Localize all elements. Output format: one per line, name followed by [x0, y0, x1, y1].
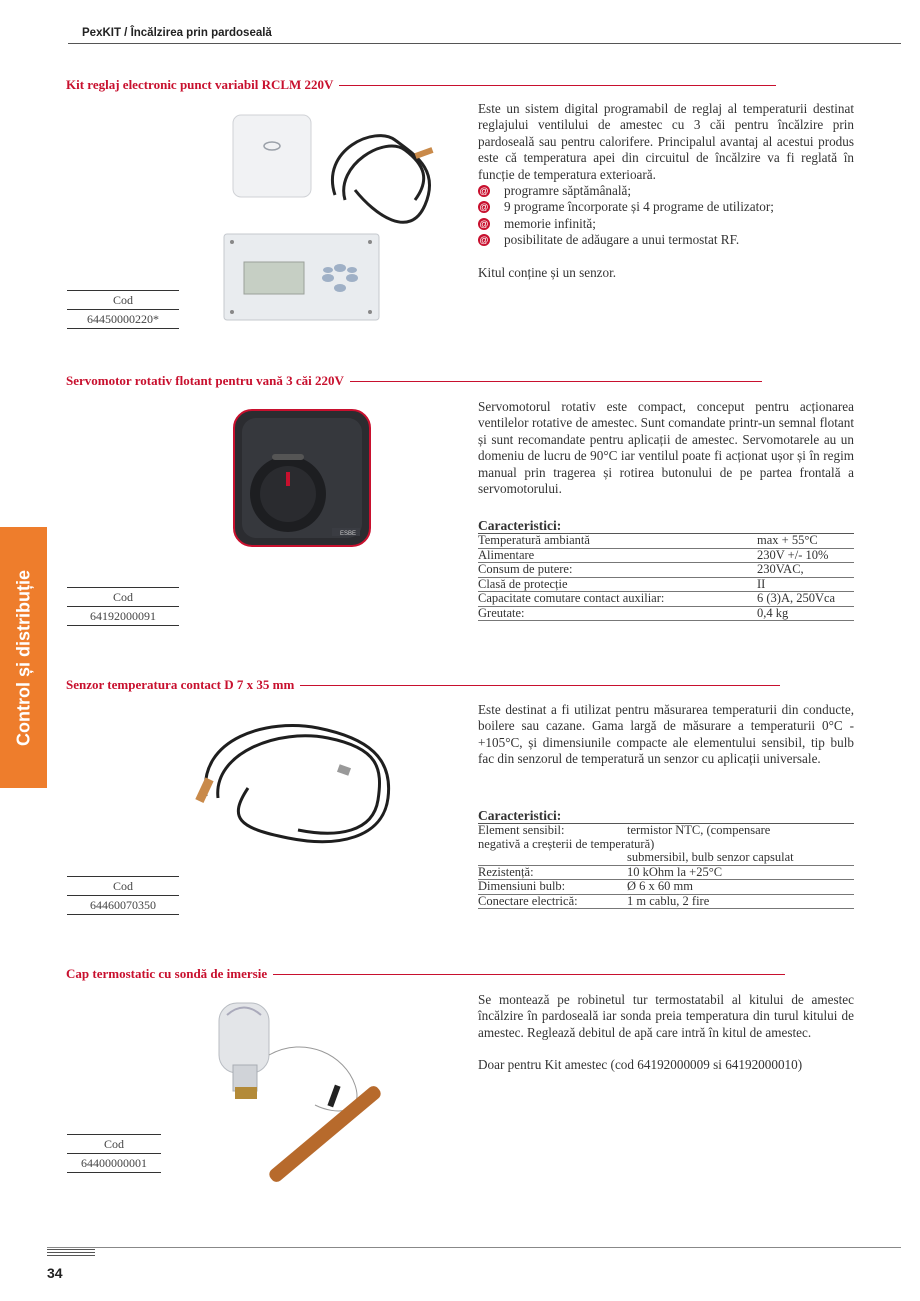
section-3-title	[66, 677, 780, 693]
servomotor-image	[228, 402, 378, 552]
section-1-note: Kitul conține și un senzor.	[478, 264, 617, 280]
section-3-rule	[300, 685, 780, 686]
specs-heading: Caracteristici:	[478, 808, 854, 824]
table-row: submersibil, bulb senzor capsulat	[478, 851, 854, 866]
section-3-description-block	[478, 702, 854, 768]
table-row: Clasă de protecție II	[478, 578, 854, 593]
section-2-description-block	[478, 399, 854, 497]
list-item: @ memorie infinită;	[479, 215, 596, 231]
code-label: Cod	[67, 587, 179, 607]
code-label: Cod	[67, 1134, 161, 1154]
section-3-code-box	[67, 876, 179, 915]
header-divider	[68, 43, 901, 44]
section-4-description-block	[478, 992, 854, 1074]
section-4-description: Se montează pe robinetul tur termostatabil al kitului de amestec încălzire în pardoseală iar sonda preia temperatura din turul kitului de amestec. Reglează debitul de apă care intră în kitul de amestec.	[478, 992, 854, 1040]
table-row: Greutate: 0,4 kg	[478, 607, 854, 622]
list-item: @ programre săptămânală;	[479, 183, 632, 199]
bullet-icon: @	[479, 218, 489, 229]
table-row: Conectare electrică: 1 m cablu, 2 fire	[478, 895, 854, 910]
thermostat-image	[225, 110, 440, 215]
table-row: Element sensibil: termistor NTC, (compensare	[478, 823, 771, 837]
table-row: Temperatură ambiantă max + 55°C	[478, 534, 854, 549]
side-tab-label: Control și distribuție	[13, 569, 33, 746]
section-4-title	[66, 966, 785, 982]
section-1-title	[66, 77, 776, 93]
section-2-title	[66, 373, 762, 389]
section-1-code-box	[67, 290, 179, 329]
product-code: 64450000220*	[67, 310, 179, 329]
section-4-code-box	[67, 1134, 161, 1173]
section-1-description-block	[478, 101, 854, 281]
section-4-title-text: Cap termostatic cu sondă de imersie	[66, 966, 268, 981]
code-label: Cod	[67, 290, 179, 310]
section-3-title-text: Senzor temperatura contact D 7 x 35 mm	[66, 677, 295, 692]
section-2-code-box	[67, 587, 179, 626]
controller-image	[222, 232, 382, 322]
table-row: negativă a creșterii de temperatură)	[478, 836, 655, 851]
thermostatic-head-image	[205, 995, 400, 1190]
product-code: 64400000001	[67, 1154, 161, 1173]
specs-heading: Caracteristici:	[478, 518, 854, 534]
product-code: 64460070350	[67, 896, 179, 915]
section-1-bullets	[478, 183, 854, 249]
section-3-description: Este destinat a fi utilizat pentru măsurarea temperaturii din conducte, boilere sau cazane. Gama largă de măsurare a temperaturii 0°C - +105°C, și dimensiunile compacte ale elementului sensibil, tip bulb fac din senzorul de temperatură un senzor cu aplicații universale.	[478, 702, 854, 767]
section-4-note: Doar pentru Kit amestec (cod 64192000009 si 64192000010)	[478, 1057, 803, 1073]
section-1-title-text: Kit reglaj electronic punct variabil RCLM 220V	[66, 77, 334, 92]
table-row: Rezistență: 10 kOhm la +25°C	[478, 866, 854, 881]
temperature-sensor-image	[188, 718, 398, 848]
side-tab	[0, 527, 47, 788]
section-3-specs	[478, 808, 854, 909]
bullet-icon: @	[479, 202, 489, 213]
product-code: 64192000091	[67, 607, 179, 626]
page-header-title: PexKIT / Încălzirea prin pardoseală	[82, 27, 272, 39]
table-row: Consum de putere: 230VAC,	[478, 563, 854, 578]
table-row: Dimensiuni bulb: Ø 6 x 60 mm	[478, 880, 854, 895]
footer-divider	[47, 1247, 901, 1248]
section-2-description: Servomotorul rotativ este compact, conceput pentru acționarea ventilelor rotative de amestec. Sunt comandate printr-un semnal flotant și sunt recomandate pentru aplicații de amestec. Servomotarele au un domeniu de lucru de 90°C iar ventilul poate fi acționat ușor și în regim manual prin tragerea și rotirea butonului de pe partea frontală a servomotorului.	[478, 399, 854, 497]
section-2-title-text: Servomotor rotativ flotant pentru vană 3 căi 220V	[66, 373, 344, 388]
bullet-icon: @	[479, 186, 489, 197]
list-item: @ 9 programe încorporate și 4 programe de utilizator;	[479, 199, 774, 215]
section-2-rule	[350, 381, 762, 382]
brand-label: ESBE	[340, 531, 357, 537]
page-number: 34	[47, 1265, 63, 1281]
table-row: Capacitate comutare contact auxiliar: 6 (3)A, 250Vca	[478, 592, 854, 607]
list-item: @ posibilitate de adăugare a unui termostat RF.	[479, 232, 740, 248]
code-label: Cod	[67, 876, 179, 896]
bullet-icon: @	[479, 235, 489, 246]
section-4-rule	[273, 974, 785, 975]
table-row: Alimentare 230V +/- 10%	[478, 549, 854, 564]
footer-ornament	[47, 1249, 95, 1258]
section-1-rule	[339, 85, 776, 86]
section-2-specs	[478, 518, 854, 621]
section-1-description: Este un sistem digital programabil de reglaj al temperaturii destinat reglajului ventilului de amestec cu 3 căi pentru încălzire prin pardoseală sau pentru calorifere. Principalul avantaj al acestui produs este că temperatura apei din circuitul de încălzire va fi reglată în funcție de temperatura exterioară.	[478, 101, 854, 182]
